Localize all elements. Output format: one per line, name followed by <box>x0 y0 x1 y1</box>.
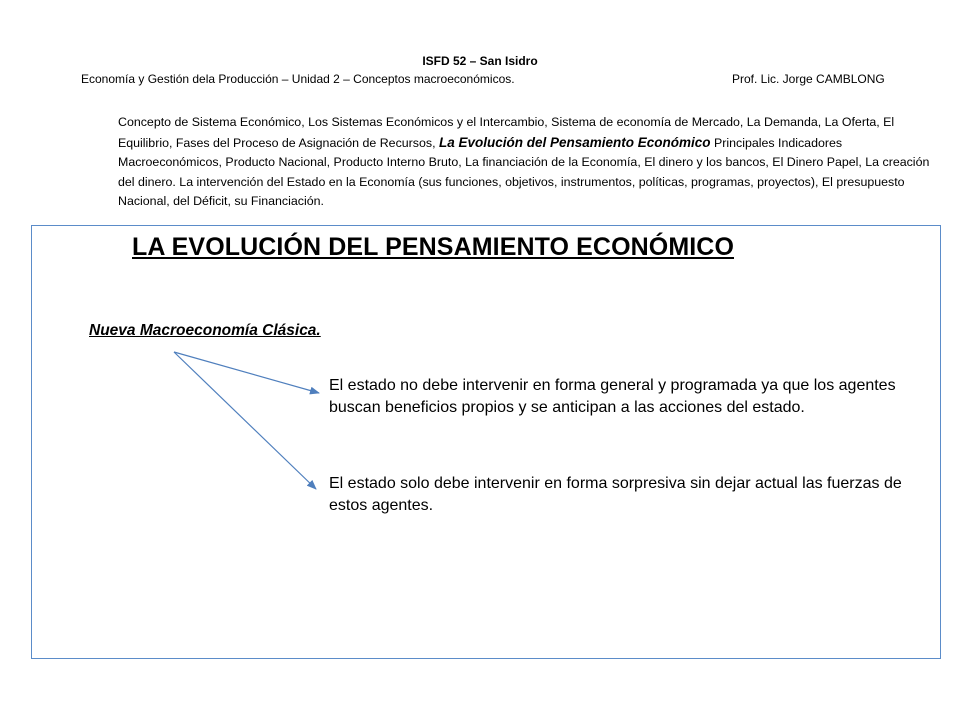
slide-subheading: Nueva Macroeconomía Clásica. <box>89 322 321 339</box>
institution-title: ISFD 52 – San Isidro <box>422 54 538 68</box>
point-1-text: El estado no debe intervenir en forma general y programada ya que los agentes buscan beneficios propios y se anticipan a las acciones del estado. <box>329 377 896 416</box>
topics-highlight: La Evolución del Pensamiento Económico <box>438 134 711 150</box>
topics-text-after: Principales Indicadores Macroeconómicos, Producto Nacional, Producto Interno Bruto, La financiación de la Economía, El dinero y los bancos, El Dinero Papel, La creación del dinero. La intervención del Estado en la Economía (sus funciones, objetivos, instrumentos, políticas, programas, proyectos), El presupuesto Nacional, del Déficit, su Financiación. <box>118 135 930 208</box>
professor-name: Prof. Lic. Jorge CAMBLONG <box>732 72 885 86</box>
slide-title: LA EVOLUCIÓN DEL PENSAMIENTO ECONÓMICO <box>132 233 734 261</box>
course-line: Economía y Gestión dela Producción – Unidad 2 – Conceptos macroeconómicos. <box>81 72 515 86</box>
point-2-text: El estado solo debe intervenir en forma sorpresiva sin dejar actual las fuerzas de estos agentes. <box>329 475 902 514</box>
topics-text-before: Concepto de Sistema Económico, Los Sistemas Económicos y el Intercambio, Sistema de economía de Mercado, La Demanda, La Oferta, El Equilibrio, Fases del Proceso de Asignación de Recursos, <box>118 115 895 150</box>
